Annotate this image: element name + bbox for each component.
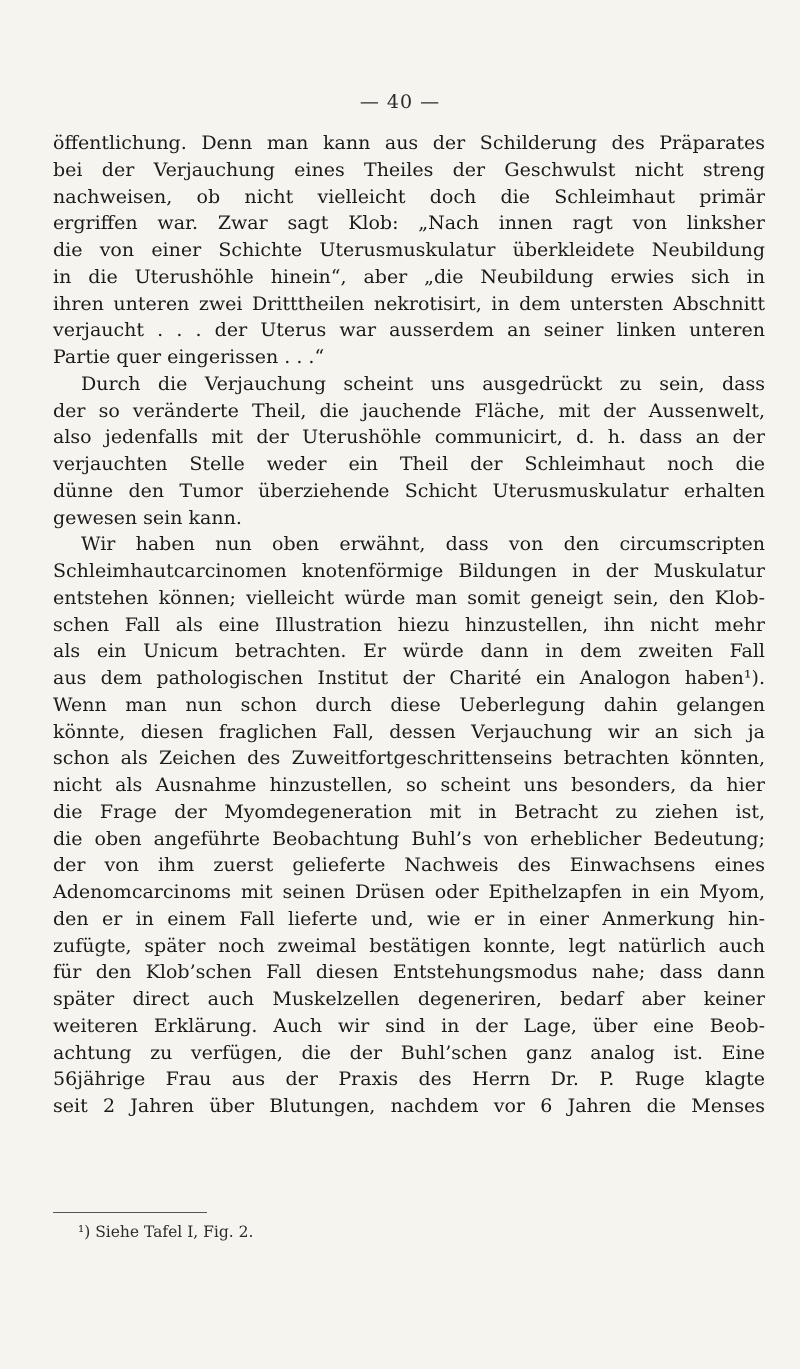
- text-line: gewesen sein kann.: [53, 506, 242, 529]
- text-line: für den Klob’schen Fall diesen Entstehungsmodus nahe; dass dann: [53, 961, 765, 984]
- text-line: aus dem pathologischen Institut der Charité ein Analogon haben¹).: [53, 667, 765, 689]
- text-line: schon als Zeichen des Zuweitfortgeschrittenseins betrachten könnten,: [53, 747, 765, 770]
- text-line: Adenomcarcinoms mit seinen Drüsen oder Epithelzapfen in ein Myom,: [53, 881, 765, 903]
- text-line: ergriffen war. Zwar sagt Klob: „Nach innen ragt von linksher: [53, 212, 765, 235]
- text-line: in die Uterushöhle hinein“, aber „die Neubildung erwies sich in: [53, 265, 765, 288]
- text-line: Partie quer eingerissen . . .“: [53, 346, 325, 368]
- text-line: verjauchten Stelle weder ein Theil der Schleimhaut noch die: [53, 453, 765, 475]
- text-line: 56jährige Frau aus der Praxis des Herrn Dr. P. Ruge klagte: [53, 1068, 765, 1091]
- text-line: Wenn man nun schon durch diese Ueberlegung dahin gelangen: [53, 693, 765, 716]
- text-line: später direct auch Muskelzellen degeneriren, bedarf aber keiner: [53, 988, 765, 1010]
- text-line: könnte, diesen fraglichen Fall, dessen Verjauchung wir an sich ja: [53, 720, 765, 743]
- text-line: schen Fall als eine Illustration hiezu hinzustellen, ihn nicht mehr: [53, 613, 765, 636]
- text-line: Wir haben nun oben erwähnt, dass von den circumscripten: [81, 533, 765, 556]
- text-line: die von einer Schichte Uterusmuskulatur überkleidete Neubildung: [53, 239, 765, 261]
- text-line: weiteren Erklärung. Auch wir sind in der Lage, über eine Beob-: [53, 1014, 765, 1037]
- text-line: ihren unteren zwei Dritttheilen nekrotisirt, in dem untersten Abschnitt: [53, 292, 765, 315]
- text-line: der so veränderte Theil, die jauchende Fläche, mit der Aussenwelt,: [53, 399, 765, 422]
- text-line: die Frage der Myomdegeneration mit in Betracht zu ziehen ist,: [53, 800, 765, 823]
- text-line: zufügte, später noch zweimal bestätigen konnte, legt natürlich auch: [53, 934, 765, 957]
- text-line: die oben angeführte Beobachtung Buhl’s von erheblicher Bedeutung;: [53, 827, 765, 850]
- text-line: bei der Verjauchung eines Theiles der Geschwulst nicht streng: [53, 158, 765, 181]
- text-line: seit 2 Jahren über Blutungen, nachdem vor 6 Jahren die Menses: [53, 1095, 765, 1117]
- footnote: ¹) Siehe Tafel I, Fig. 2.: [78, 1223, 254, 1241]
- text-line: entstehen können; vielleicht würde man somit geneigt sein, den Klob-: [53, 586, 765, 609]
- text-line: der von ihm zuerst gelieferte Nachweis des Einwachsens eines: [53, 854, 765, 877]
- text-line: nicht als Ausnahme hinzustellen, so scheint uns besonders, da hier: [53, 774, 765, 796]
- text-line: den er in einem Fall lieferte und, wie er in einer Anmerkung hin-: [53, 907, 765, 930]
- text-line: also jedenfalls mit der Uterushöhle communicirt, d. h. dass an der: [53, 426, 765, 449]
- text-line: öffentlichung. Denn man kann aus der Schilderung des Präparates: [53, 132, 765, 154]
- text-line: verjaucht . . . der Uterus war ausserdem an seiner linken unteren: [53, 319, 765, 342]
- text-line: Schleimhautcarcinomen knotenförmige Bildungen in der Muskulatur: [53, 560, 765, 582]
- text-line: nachweisen, ob nicht vielleicht doch die Schleimhaut primär: [53, 185, 765, 208]
- text-line: achtung zu verfügen, die der Buhl’schen ganz analog ist. Eine: [53, 1041, 765, 1064]
- text-line: Durch die Verjauchung scheint uns ausgedrückt zu sein, dass: [81, 372, 765, 395]
- page-number: — 40 —: [359, 91, 441, 113]
- text-line: als ein Unicum betrachten. Er würde dann in dem zweiten Fall: [53, 640, 765, 663]
- text-line: dünne den Tumor überziehende Schicht Uterusmuskulatur erhalten: [53, 479, 765, 502]
- footnote-divider: [53, 1212, 207, 1213]
- body-text: [53, 130, 765, 1120]
